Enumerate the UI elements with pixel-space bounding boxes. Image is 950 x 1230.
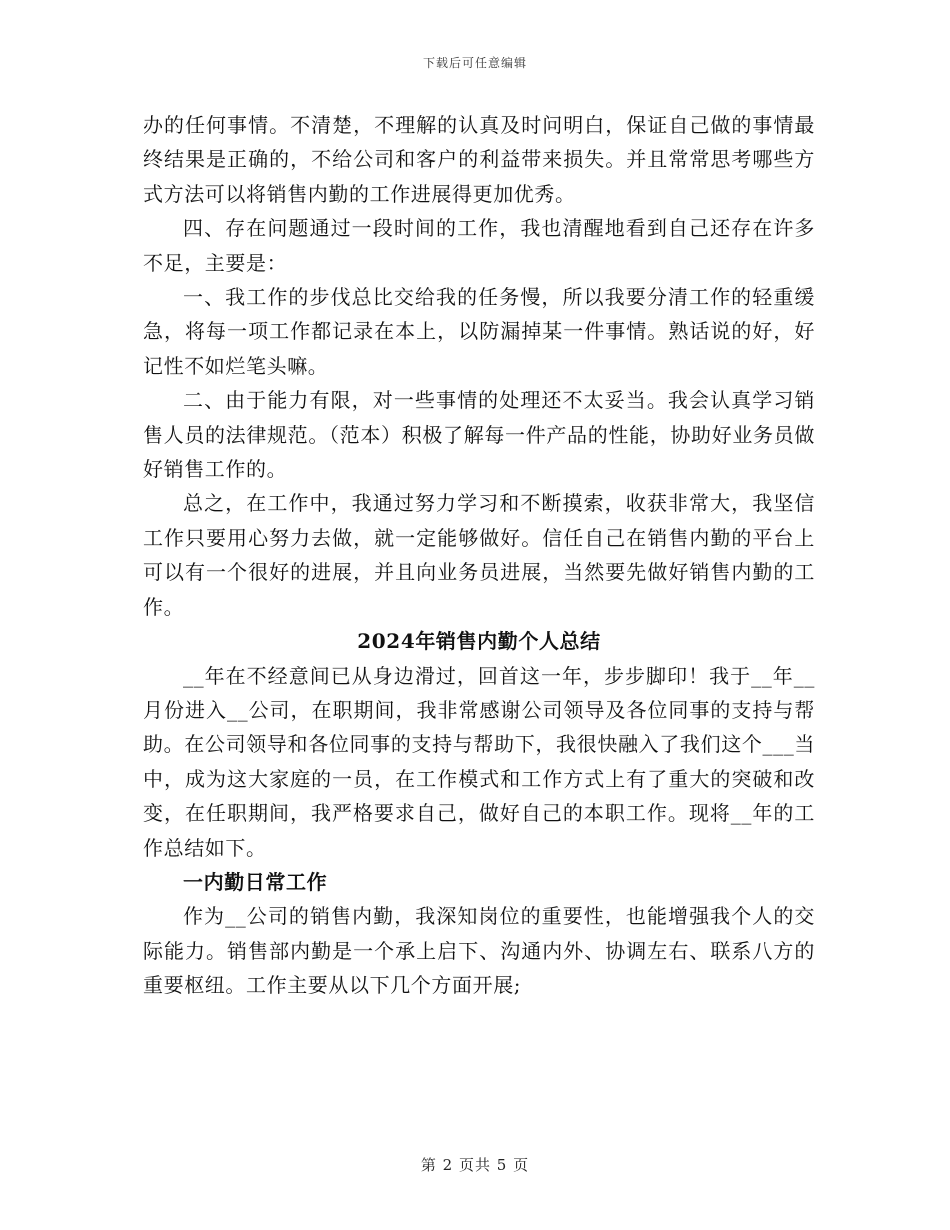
paragraph-continuation: 办的任何事情。不清楚，不理解的认真及时问明白，保证自己做的事情最终结果是正确的，不给公司和客户的利益带来损失。并且常常思考哪些方式方法可以将销售内勤的工作进展得更加优秀。 <box>143 113 815 206</box>
paragraph-intro: __年在不经意间已从身边滑过，回首这一年，步步脚印！我于__年__月份进入__公司，在职期间，我非常感谢公司领导及各位同事的支持与帮助。在公司领导和各位同事的支持与帮助下，我很快融入了我们这个___当中，成为这大家庭的一员，在工作模式和工作方式上有了重大的突破和改变，在任职期间，我严格要求自己，做好自己的本职工作。现将__年的工作总结如下。 <box>143 663 815 860</box>
document-title: 2024年销售内勤个人总结 <box>357 629 601 654</box>
paragraph-problem-one: 一、我工作的步伐总比交给我的任务慢，所以我要分清工作的轻重缓急，将每一项工作都记录在本上，以防漏掉某一件事情。熟话说的好，好记性不如烂笔头嘛。 <box>143 285 815 378</box>
section-heading: 一内勤日常工作 <box>183 869 328 894</box>
page-header: 下载后可任意编辑 <box>422 56 527 70</box>
paragraph-conclusion: 总之，在工作中，我通过努力学习和不断摸索，收获非常大，我坚信工作只要用心努力去做，就一定能够做好。信任自己在销售内勤的平台上可以有一个很好的进展，并且向业务员进展，当然要先做好销售内勤的工作。 <box>143 491 815 619</box>
document-body <box>143 108 815 1003</box>
paragraph-section-body: 作为__公司的销售内勤，我深知岗位的重要性，也能增强我个人的交际能力。销售部内勤是一个承上启下、沟通内外、协调左右、联系八方的重要枢纽。工作主要从以下几个方面开展; <box>143 904 815 998</box>
paragraph-problems-intro: 四、存在问题通过一段时间的工作，我也清醒地看到自己还存在许多不足，主要是： <box>143 216 815 275</box>
page-footer: 第 2 页共 5 页 <box>420 1156 530 1174</box>
paragraph-problem-two: 二、由于能力有限，对一些事情的处理还不太妥当。我会认真学习销售人员的法律规范。（范本）积极了解每一件产品的性能，协助好业务员做好销售工作的。 <box>143 388 815 482</box>
